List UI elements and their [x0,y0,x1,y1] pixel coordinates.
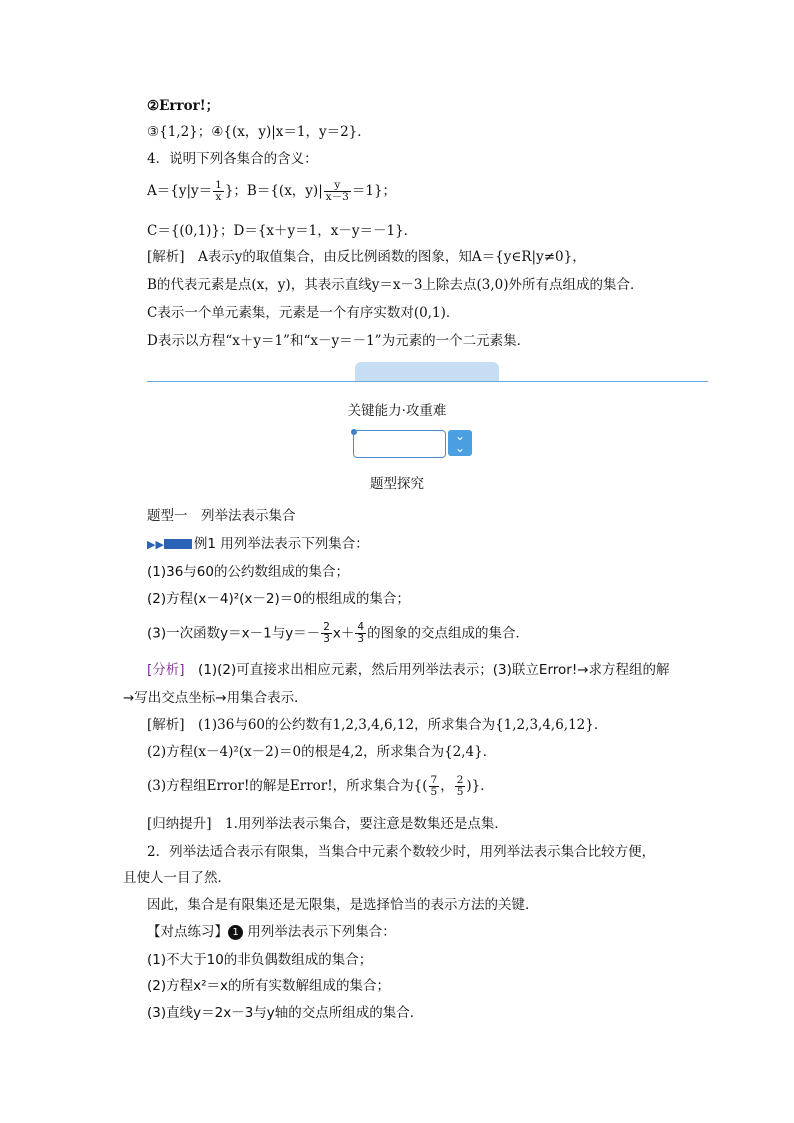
example-head-text: 例1 用列举法表示下列集合： [193,536,369,552]
fraction [455,775,466,798]
example-label-bar [164,539,192,549]
solution-3 [147,775,494,798]
solution-3-text-a: (3)方程组Error!的解是Error!，所求集合为{( [147,778,428,794]
denominator: x－3 [325,191,349,203]
practice-number: 1 [228,925,243,940]
line-answer-3-4: ③{1,2}；④{(x，y)|x＝1，y＝2}． [147,124,371,140]
numerator: 2 [456,774,464,786]
numerator: 4 [357,621,365,633]
denominator: x [215,191,222,203]
example-q1: (1)36与60的公约数组成的集合； [147,564,349,580]
denominator: 3 [323,633,330,645]
example-q3 [147,622,529,645]
q3-text-b: x＋ [332,625,355,642]
set-b-text: }；B＝{(x，y)| [224,183,323,199]
double-chevron-down-icon: ⌄ ⌄ [448,430,472,456]
set-a-text: A＝{y|y＝ [147,183,213,199]
fraction [324,180,351,203]
double-arrow-right-icon: ▶▶ [147,538,164,551]
practice-2: (2)方程x²＝x的所有实数解组成的集合； [147,978,391,994]
section-title: 关键能力·攻重难 [347,403,447,419]
summary-3: 且使人一目了然． [123,870,231,886]
section-tab [355,362,499,382]
summary-2: 2．列举法适合表示有限集，当集合中元素个数较少时，用列举法表示集合比较方便， [147,844,656,860]
practice-head-text: 用列举法表示下列集合： [243,924,396,940]
example-q2: (2)方程(x－4)²(x－2)＝0的根组成的集合； [147,591,410,607]
solution-1: [解析] (1)36与60的公约数有1,2,3,4,6,12，所求集合为{1,2,3,4,6,12}． [147,717,608,733]
numerator: 1 [215,179,222,191]
solution-d: D表示以方程“x＋y＝1”和“x－y＝－1”为元素的一个二元素集． [147,333,531,349]
analysis-label: [分析] [147,662,185,678]
analysis-1 [147,661,670,679]
fraction [355,622,366,645]
q3-text-c: 的图象的交点组成的集合． [367,625,530,642]
set-b-end: ＝1}； [351,183,397,199]
solution-b: B的代表元素是点(x，y)，其表示直线y＝x－3上除去点(3,0)外所有点组成的集合． [147,277,644,293]
numerator: 2 [323,621,330,633]
example-head [147,535,369,554]
set-def-ab [147,180,396,203]
analysis-text: (1)(2)可直接求出相应元素，然后用列举法表示；(3)联立Error!→求方程组的解 [184,662,670,678]
fraction [213,180,224,203]
summary-1: [归纳提升] 1.用列举法表示集合，要注意是数集还是点集． [147,816,508,832]
solution-3-end: )}． [466,778,494,794]
question-4: 4．说明下列各集合的含义： [147,151,318,167]
set-def-cd: C＝{(0,1)}；D＝{x＋y＝1，x－y＝－1}． [147,223,418,239]
section-divider [147,381,708,382]
denominator: 3 [357,633,365,645]
numerator: y [324,180,351,192]
sub-title: 题型探究 [370,476,424,492]
solution-a: [解析] A表示y的取值集合，由反比例函数的图象，知A＝{y∈R|y≠0}， [147,249,586,265]
practice-head [147,923,396,941]
denominator: 5 [430,786,438,798]
fraction [321,622,332,645]
numerator: 7 [430,774,438,786]
practice-3: (3)直线y＝2x－3与y轴的交点所组成的集合． [147,1005,424,1021]
denominator: 5 [456,786,464,798]
practice-label: 【对点练习】 [147,924,228,940]
solution-c: C表示一个单元素集，元素是一个有序实数对(0,1)． [147,305,460,321]
label-box [353,430,446,458]
type-title: 题型一 列举法表示集合 [147,508,296,524]
solution-3-comma: ， [440,778,454,794]
fraction [429,775,440,798]
solution-2: (2)方程(x－4)²(x－2)＝0的根是4,2，所求集合为{2,4}． [147,744,497,760]
practice-1: (1)不大于10的非负偶数组成的集合； [147,952,373,968]
q3-text-a: (3)一次函数y＝x－1与y＝－ [147,625,321,642]
analysis-2: →写出交点坐标→用集合表示． [123,690,308,706]
line-error-2: ②Error!； [147,98,220,114]
summary-4: 因此，集合是有限集还是无限集，是选择恰当的表示方法的关键． [147,897,539,913]
